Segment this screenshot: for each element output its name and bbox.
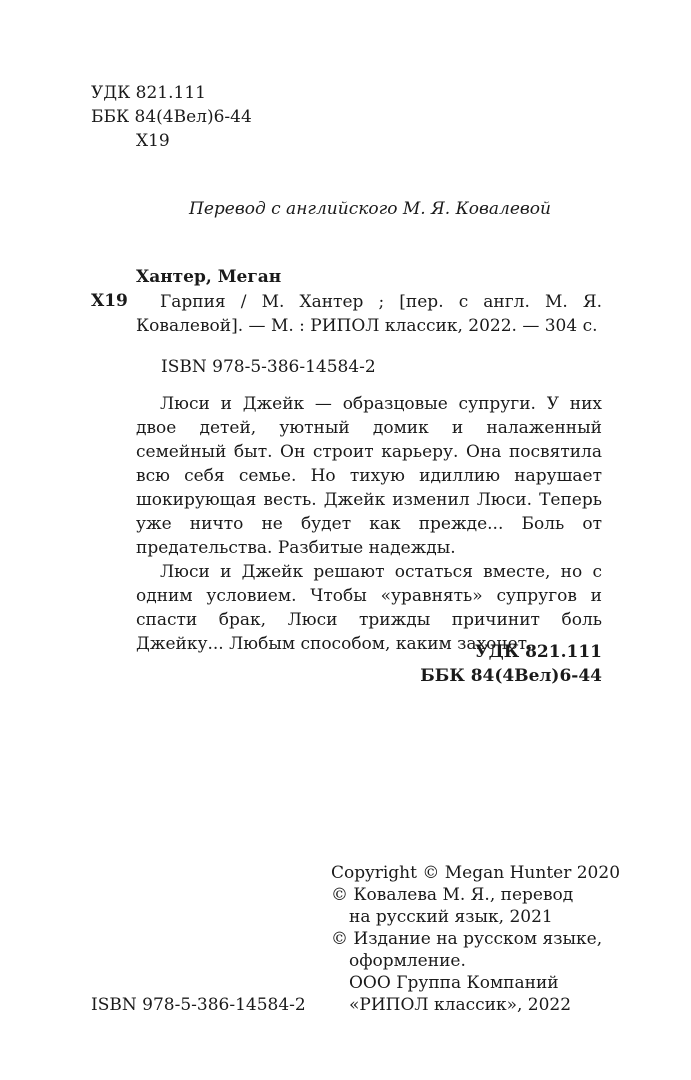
copyright-line: оформление. — [349, 951, 466, 971]
copyright-line: © Ковалева М. Я., перевод — [331, 885, 574, 905]
isbn-bottom: ISBN 978-5-386-14584-2 — [91, 995, 306, 1015]
copyright-line: «РИПОЛ классик», 2022 — [349, 995, 572, 1015]
catalog-description: Гарпия / М. Хантер ; [пер. с англ. М. Я. Ковалевой]. — М. : РИПОЛ классик, 2022. — 304 с. — [136, 292, 602, 336]
classification-codes — [420, 640, 602, 688]
bbk-code: ББК 84(4Вел)6-44 — [91, 107, 252, 127]
copyright-line: Copyright © Megan Hunter 2020 — [331, 863, 621, 883]
annotation-paragraph-2: Люси и Джейк решают остаться вместе, но с одним условием. Чтобы «уравнять» супругов и спасти брак, Люси трижды причинит боль Джейку... Любым способом, каким захочет. — [136, 562, 602, 654]
copyright-line: © Издание на русском языке, — [331, 929, 603, 949]
catalog-author-mark: Х19 — [91, 291, 128, 311]
annotation — [136, 392, 602, 656]
copyright-line: на русский язык, 2021 — [349, 907, 553, 927]
bbk-code-bold: ББК 84(4Вел)6-44 — [420, 666, 602, 686]
catalog-isbn: ISBN 978-5-386-14584-2 — [161, 357, 376, 377]
udk-code-bold: УДК 821.111 — [474, 642, 602, 662]
annotation-paragraph-1: Люси и Джейк — образцовые супруги. У них двое детей, уютный домик и налаженный семейный быт. Он строит карьеру. Она посвятила всю себя семье. Но тихую идиллию нарушает шокирующая весть. Джейк изменил Люси. Теперь уже ничто не будет как прежде... Боль от предательства. Разбитые надежды. — [136, 394, 602, 558]
copyright-block — [331, 862, 631, 1016]
copyright-line: ООО Группа Компаний — [349, 973, 559, 993]
translator-line: Перевод с английского М. Я. Ковалевой — [189, 199, 551, 219]
udk-code: УДК 821.111 — [91, 83, 206, 103]
catalog-author: Хантер, Меган — [136, 267, 282, 287]
author-mark: Х19 — [136, 131, 170, 151]
